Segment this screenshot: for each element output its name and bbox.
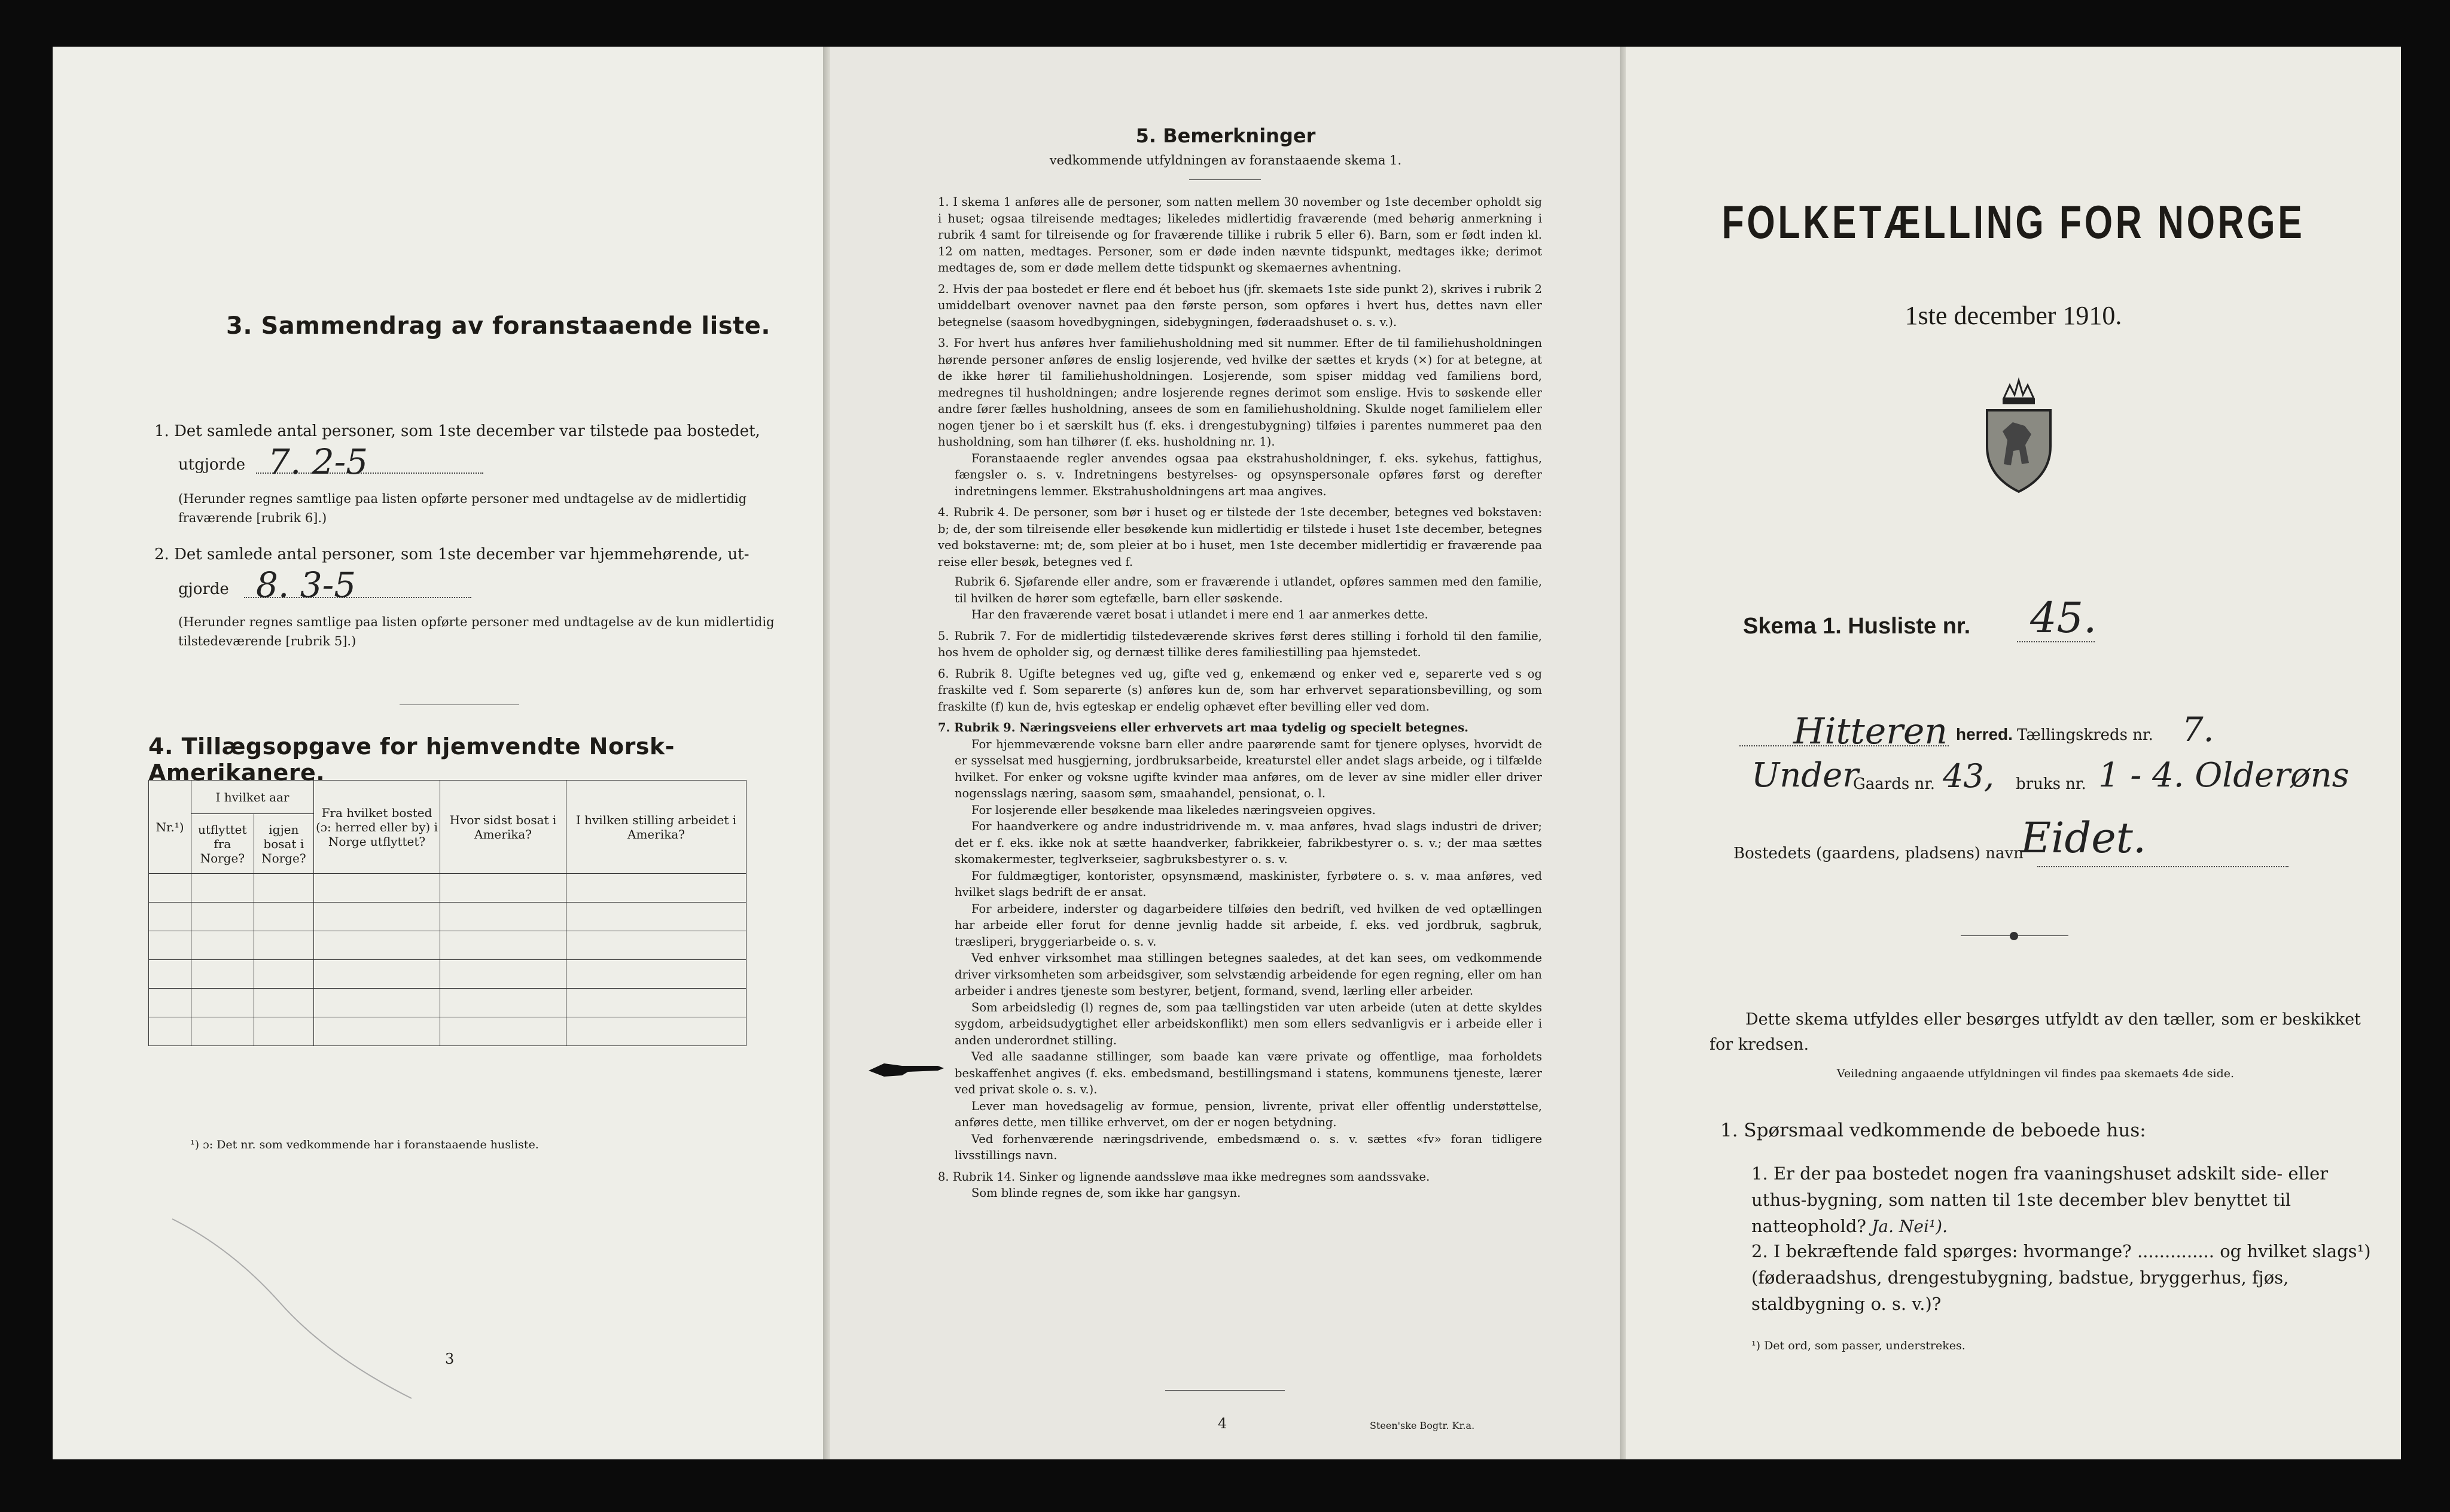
- col-year-back: igjen bosat i Norge?: [254, 814, 313, 874]
- table-cell: [149, 1017, 191, 1046]
- col-from: Fra hvilket bosted (ɔ: herred eller by) i Norge utflyttet?: [314, 781, 440, 874]
- remarks-list: [938, 194, 1542, 1202]
- remark-item-5: 5. Rubrik 7. For de midlertidig tilstedeværende skrives først deres stilling i forhold til den familie, hos hvem de opholder sig, og dernæst tillike deres familiestilling paa hjemstedet.: [938, 629, 1542, 659]
- page-left: [53, 47, 823, 1459]
- table-cell: [440, 903, 566, 931]
- section3-heading: 3. Sammendrag av foranstaaende liste.: [226, 312, 771, 340]
- table-cell: [566, 989, 746, 1017]
- remark-item-8b: Som blinde regnes de, som ikke har gangsyn.: [971, 1186, 1241, 1200]
- table-cell: [191, 989, 254, 1017]
- instruction-2: Veiledning angaaende utfyldningen vil findes paa skemaets 4de side.: [1836, 1067, 2235, 1080]
- pointing-hand-icon: [866, 1057, 956, 1081]
- table-cell: [314, 960, 440, 989]
- ornament-divider: [1961, 932, 2068, 940]
- husliste-number: 45.: [2030, 593, 2097, 642]
- table-cell: [566, 931, 746, 960]
- remark-item-4b: Rubrik 6. Sjøfarende eller andre, som er fraværende i utlandet, opføres sammen med den familie, til hvilken de hører som egtefælle, barn eller søskende.: [955, 575, 1542, 605]
- remark-item-7j: Ved forhenværende næringsdrivende, embedsmænd o. s. v. sættes «fv» foran tidligere livsstillings navn.: [955, 1132, 1542, 1162]
- table-cell: [566, 874, 746, 903]
- table-cell: [149, 874, 191, 903]
- table-cell: [149, 931, 191, 960]
- question-2: 2. I bekræftende fald spørges: hvormange? .............. og hvilket slags¹) (føderaadshus, drengestubygning, badstue, bryggerhus, fjøs, staldbygning o. s. v.)?: [1751, 1241, 2371, 1314]
- remark-item-7g: Som arbeidsledig (l) regnes de, som paa tællingstiden var uten arbeide (uten at dette skyldes sygdom, arbeidsudygtighet eller arbeidskonflikt) men som ellers sedvanligvis er i arbeide eller i anden underordnet stilling.: [955, 1000, 1542, 1047]
- table-cell: [566, 960, 746, 989]
- table-cell: [254, 903, 313, 931]
- remarks-heading: 5. Bemerkninger: [1135, 124, 1316, 147]
- table-cell: [440, 960, 566, 989]
- question-1-answer: Ja. Nei¹).: [1872, 1217, 1948, 1236]
- remark-item-7b: For losjerende eller besøkende maa likeledes næringsveien opgives.: [971, 803, 1376, 817]
- skema-label: Skema 1. Husliste nr.: [1743, 614, 1971, 639]
- table-cell: [149, 960, 191, 989]
- table-cell: [314, 989, 440, 1017]
- table-cell: [566, 903, 746, 931]
- remark-item-7h: Ved alle saadanne stillinger, som baade kan være private og offentlige, maa forholdets beskaffenhet angives (f. eks. embedsmand, bestillingsmand i statens, kommunens tjeneste, lærer ved privat skole o. s. v.).: [955, 1050, 1542, 1096]
- s3-item2-handwritten: 8. 3-5: [256, 565, 356, 605]
- pencil-mark: [160, 1201, 471, 1416]
- s4-footnote: ¹) ɔ: Det nr. som vedkommende har i foranstaaende husliste.: [190, 1138, 539, 1151]
- remark-item-7d: For fuldmægtiger, kontorister, opsynsmænd, maskinister, fyrbøtere o. s. v. maa anføres, ved hvilket slags bedrift de er ansat.: [955, 868, 1542, 899]
- gaards-value: 43,: [1943, 757, 1994, 795]
- table-cell: [191, 960, 254, 989]
- remark-item-7: 7. Rubrik 9. Næringsveiens eller erhvervets art maa tydelig og specielt betegnes.: [938, 721, 1468, 734]
- page-middle: [830, 47, 1621, 1459]
- table-cell: [440, 989, 566, 1017]
- gaards-label: Gaards nr.: [1853, 775, 1936, 793]
- table-cell: [314, 931, 440, 960]
- table-cell: [440, 1017, 566, 1046]
- table-cell: [440, 874, 566, 903]
- table-cell: [149, 903, 191, 931]
- instruction-1: Dette skema utfyldes eller besørges utfyldt av den tæller, som er beskikket for kredsen.: [1709, 1010, 2361, 1054]
- s3-item1-handwritten: 7. 2-5: [268, 441, 368, 482]
- table-cell: [254, 931, 313, 960]
- bosted-label: Bostedets (gaardens, pladsens) navn: [1733, 845, 2024, 862]
- remark-item-6: 6. Rubrik 8. Ugifte betegnes ved ug, gifte ved g, enkemænd og enker ved e, separerte ved s og fraskilte ved f. Som separerte (s) anføres kun de, som har erhvervet separationsbevilling, og som fraskilte (f) kun de, hvis egteskap er endelig ophævet efter bevilling eller ved dom.: [938, 666, 1542, 714]
- s3-item1-text: 1. Det samlede antal personer, som 1ste december var tilstede paa bostedet,: [154, 422, 760, 440]
- remark-item-7a: For hjemmeværende voksne barn eller andre paarørende samt for tjenere oplyses, hvorvidt de er sysselsat med husgjerning, jordbruksarbeide, kreaturstel eller andet slags arbeide, og i tilfælde hvilket. For enker og voksne ugifte kvinder maa anføres, om de lever av sine midler eller driver nogensslags næring, saasom søm, smaahandel, pensionat, o. l.: [955, 737, 1542, 800]
- page-number: 4: [1218, 1415, 1227, 1432]
- col-where: Hvor sidst bosat i Amerika?: [440, 781, 566, 874]
- page-number: 3: [445, 1351, 455, 1367]
- s3-item2-note: (Herunder regnes samtlige paa listen opførte personer med undtagelse av de kun midlertidig tilstedeværende [rubrik 5].): [178, 615, 775, 648]
- s3-item1-label: utgjorde: [178, 456, 246, 474]
- table-cell: [191, 931, 254, 960]
- remark-item-2: 2. Hvis der paa bostedet er flere end ét beboet hus (jfr. skemaets 1ste side punkt 2), skrives i rubrik 2 umiddelbart ovenover navnet paa den første person, som opføres i hvert hus, dettes navn eller betegnelse (saasom hovedbygningen, sidebygningen, føderaadshuset o. s. v.).: [938, 282, 1542, 329]
- table-cell: [566, 1017, 746, 1046]
- remark-item-4c: Har den fraværende været bosat i utlandet i mere end 1 aar anmerkes dette.: [971, 608, 1428, 621]
- dotted-line: [2037, 866, 2289, 867]
- dotted-line: [2017, 641, 2095, 642]
- remark-item-7i: Lever man hovedsagelig av formue, pension, livrente, privat eller offentlig understøttelse, anføres dette, men tillike erhvervet, om der er nogen betydning.: [955, 1099, 1542, 1129]
- section4-heading: 4. Tillægsopgave for hjemvendte Norsk-Amerikanere.: [148, 733, 675, 786]
- table-cell: [254, 989, 313, 1017]
- table-cell: [191, 874, 254, 903]
- table-cell: [314, 874, 440, 903]
- divider: [1189, 179, 1261, 180]
- table-cell: [254, 874, 313, 903]
- herred-value: Hitteren: [1793, 711, 1948, 752]
- kreds-label: Tællingskreds nr.: [2017, 726, 2153, 744]
- page-fold: [823, 47, 830, 1459]
- returnees-table: [148, 780, 746, 1046]
- table-cell: [314, 903, 440, 931]
- printer-imprint: Steen'ske Bogtr. Kr.a.: [1370, 1420, 1475, 1431]
- page3-footnote: ¹) Det ord, som passer, understrekes.: [1751, 1339, 1966, 1352]
- table-cell: [314, 1017, 440, 1046]
- bosted-value: Eidet.: [2021, 813, 2147, 862]
- remark-item-7c: For haandverkere og andre industridrivende m. v. maa anføres, hvad slags industri de driver; det er f. eks. ikke nok at sætte haandverker, fabrikkeier, fabrikbestyrer o. s. v.; der maa sættes skomakermester, teglverkseier, sagbruksbestyrer o. s. v.: [955, 819, 1542, 866]
- page-right: [1626, 47, 2401, 1459]
- s3-item2-text: 2. Det samlede antal personer, som 1ste december var hjemmehørende, ut-: [154, 545, 749, 563]
- norwegian-lion-icon: [1980, 374, 2058, 494]
- remark-item-1: 1. I skema 1 anføres alle de personer, som natten mellem 30 november og 1ste december opholdt sig i huset; ogsaa tilreisende medtages; likeledes midlertidig fraværende (med behørig anmerkning i rubrik 4 samt for tilreisende og for fraværende tillike i rubrik 5 eller 6). Barn, som er født inden kl. 12 om natten, medtages. Personer, som er døde inden nævnte tidspunkt, medtages ikke; derimot medtages de, som er døde mellem dette tidspunkt og skemaernes avhentning.: [938, 195, 1542, 275]
- herred-label: herred.: [1956, 725, 2013, 743]
- remark-item-7e: For arbeidere, inderster og dagarbeidere tilføies den bedrift, ved hvilken de ved optællingen har arbeide eller forut for denne jevnlig hadde sit arbeide, f. eks. ved jordbruk, sagbruk, træsliperi, bryggeriarbeide o. s. v.: [955, 901, 1542, 949]
- table-cell: [254, 1017, 313, 1046]
- table-cell: [191, 1017, 254, 1046]
- remarks-subheading: vedkommende utfyldningen av foranstaaende skema 1.: [1049, 153, 1402, 167]
- table-cell: [440, 931, 566, 960]
- col-year-out: utflyttet fra Norge?: [191, 814, 254, 874]
- remark-item-3: 3. For hvert hus anføres hver familiehusholdning med sit nummer. Efter de til familiehusholdningen hørende personer anføres de enslig losjerende, ved hvilke der sættes et kryds (×) for at betegne, at de ikke hører til familiehusholdningen. Losjerende, som spiser middag ved familiens bord, medregnes til husholdningen; andre losjerende regnes derimot som enslige. Hvis to søskende eller andre fører fælles husholdning, ansees de som en familiehusholdning. Skulde noget familielem eller nogen tjener bo i et særskilt hus (f. eks. i drengestubygning) tilføies i parentes nummeret paa den husholdning, som han tilhører (f. eks. husholdning nr. 1).: [938, 336, 1542, 449]
- col-nr: Nr.¹): [149, 781, 191, 874]
- question-1: [1751, 1160, 2373, 1240]
- divider: [1165, 1390, 1285, 1391]
- col-job: I hvilken stilling arbeidet i Amerika?: [566, 781, 746, 874]
- s3-item2-label: gjorde: [178, 580, 229, 598]
- s3-item1-note: (Herunder regnes samtlige paa listen opførte personer med undtagelse av de midlertidig fraværende [rubrik 6].): [178, 492, 747, 525]
- remark-item-3b: Foranstaaende regler anvendes ogsaa paa ekstrahusholdninger, f. eks. sykehus, fattighus, fængsler o. s. v. Indretningens bestyrelses- og opsynspersonale opføres først og derefter indretningens lemmer. Ekstrahusholdningens art maa angives.: [955, 451, 1542, 498]
- remark-item-8: 8. Rubrik 14. Sinker og lignende aandssløve maa ikke medregnes som aandssvake.: [938, 1169, 1430, 1184]
- remark-item-7f: Ved enhver virksomhet maa stillingen betegnes saaledes, at det kan sees, om vedkommende driver virksomheten som arbeidsgiver, som selvstændig arbeidende for egen regning, eller om han arbeider i andres tjeneste som bestyrer, betjent, formand, svend, lærling eller arbeider.: [955, 951, 1542, 998]
- bruks-label: bruks nr.: [2016, 775, 2086, 793]
- table-cell: [149, 989, 191, 1017]
- census-date: 1ste december 1910.: [1904, 301, 2122, 330]
- question-1-text: 1. Er der paa bostedet nogen fra vaaningshuset adskilt side- eller uthus-bygning, som natten til 1ste december blev benyttet til natteophold?: [1751, 1163, 2329, 1236]
- remark-item-4: 4. Rubrik 4. De personer, som bør i huset og er tilstede der 1ste december, betegnes ved bokstaven: b; de, der som tilreisende eller besøkende kun midlertidig er tilstede i huset 1ste december, betegnes ved bokstaverne: mt; de, som pleier at bo i huset, men 1ste december midlertidig er fraværende paa reise eller besøk, betegnes ved f.: [938, 505, 1542, 569]
- table-cell: [254, 960, 313, 989]
- kreds-value: 7.: [2182, 711, 2214, 749]
- question-heading: 1. Spørsmaal vedkommende de beboede hus:: [1720, 1120, 2146, 1141]
- census-title: FOLKETÆLLING FOR NORGE: [1721, 196, 2305, 248]
- col-year-group: I hvilket aar: [191, 781, 314, 814]
- gaards-prefix: Under: [1751, 756, 1859, 795]
- bruks-value: 1 - 4. Olderøns: [2098, 756, 2350, 795]
- table-cell: [191, 903, 254, 931]
